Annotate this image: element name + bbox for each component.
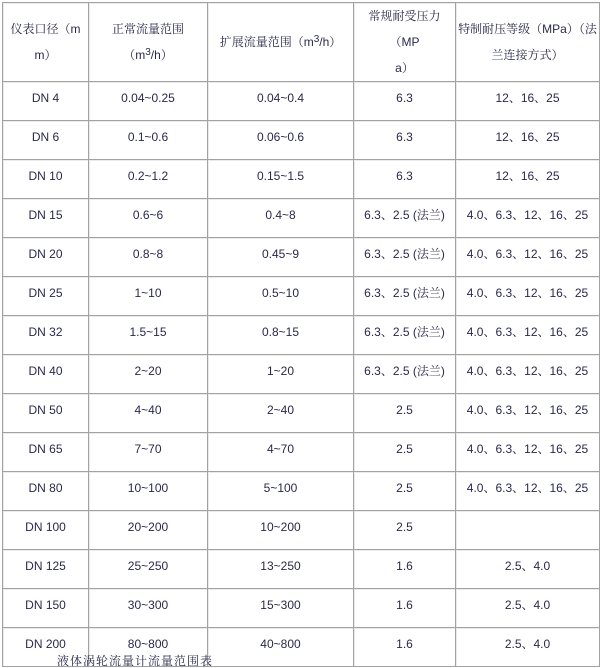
- header-row: [3, 3, 600, 82]
- cell-normal-flow-range: 2~20: [89, 355, 208, 394]
- table-row: [3, 355, 600, 394]
- cell-instrument-diameter: DN 65: [3, 433, 89, 472]
- cell-extended-flow-range: 13~250: [208, 550, 354, 589]
- cell-standard-pressure: 2.5: [354, 394, 456, 433]
- table-row: [3, 121, 600, 160]
- cell-extended-flow-range: 4~70: [208, 433, 354, 472]
- cell-special-pressure: 4.0、6.3、12、16、25: [456, 316, 600, 355]
- cell-normal-flow-range: 0.2~1.2: [89, 160, 208, 199]
- cell-normal-flow-range: 1~10: [89, 277, 208, 316]
- cell-instrument-diameter: DN 4: [3, 82, 89, 121]
- cell-normal-flow-range: 30~300: [89, 589, 208, 628]
- cell-extended-flow-range: 1~20: [208, 355, 354, 394]
- cell-normal-flow-range: 0.8~8: [89, 238, 208, 277]
- cell-standard-pressure: 6.3: [354, 82, 456, 121]
- cell-extended-flow-range: 0.4~8: [208, 199, 354, 238]
- cell-standard-pressure: 1.6: [354, 628, 456, 667]
- cell-normal-flow-range: 80~800: [89, 628, 208, 667]
- table-row: [3, 199, 600, 238]
- cell-special-pressure: 12、16、25: [456, 160, 600, 199]
- cell-normal-flow-range: 0.6~6: [89, 199, 208, 238]
- cell-special-pressure: 4.0、6.3、12、16、25: [456, 394, 600, 433]
- cell-standard-pressure: 6.3: [354, 160, 456, 199]
- table-row: [3, 472, 600, 511]
- cell-instrument-diameter: DN 80: [3, 472, 89, 511]
- cell-normal-flow-range: 4~40: [89, 394, 208, 433]
- cell-instrument-diameter: DN 6: [3, 121, 89, 160]
- cell-standard-pressure: 6.3、2.5 (法兰): [354, 277, 456, 316]
- table-row: [3, 82, 600, 121]
- cell-special-pressure: 12、16、25: [456, 82, 600, 121]
- cell-standard-pressure: 2.5: [354, 511, 456, 550]
- cell-standard-pressure: 2.5: [354, 433, 456, 472]
- table-row: [3, 511, 600, 550]
- cell-standard-pressure: 2.5: [354, 472, 456, 511]
- cell-instrument-diameter: DN 20: [3, 238, 89, 277]
- column-header-extended-flow-range: 扩展流量范围$(m^3/h)$: [208, 3, 354, 82]
- cell-special-pressure: [456, 511, 600, 550]
- table-header: [3, 3, 600, 82]
- cell-special-pressure: 4.0、6.3、12、16、25: [456, 277, 600, 316]
- cell-extended-flow-range: 10~200: [208, 511, 354, 550]
- cell-extended-flow-range: 0.06~0.6: [208, 121, 354, 160]
- cell-extended-flow-range: 0.8~15: [208, 316, 354, 355]
- cell-special-pressure: 4.0、6.3、12、16、25: [456, 238, 600, 277]
- cell-standard-pressure: 6.3、2.5 (法兰): [354, 355, 456, 394]
- cell-normal-flow-range: 10~100: [89, 472, 208, 511]
- cell-normal-flow-range: 1.5~15: [89, 316, 208, 355]
- cell-special-pressure: 4.0、6.3、12、16、25: [456, 433, 600, 472]
- flow-meter-spec-table: [2, 2, 600, 667]
- column-header-standard-pressure: 常规耐受压力（MP a）: [354, 3, 456, 82]
- cell-instrument-diameter: DN 125: [3, 550, 89, 589]
- cell-special-pressure: 4.0、6.3、12、16、25: [456, 472, 600, 511]
- cell-special-pressure: 2.5、4.0: [456, 589, 600, 628]
- table-row: [3, 589, 600, 628]
- cell-normal-flow-range: 20~200: [89, 511, 208, 550]
- cell-extended-flow-range: 0.04~0.4: [208, 82, 354, 121]
- cell-special-pressure: 4.0、6.3、12、16、25: [456, 199, 600, 238]
- cell-extended-flow-range: 5~100: [208, 472, 354, 511]
- table-row: [3, 433, 600, 472]
- cell-instrument-diameter: DN 200: [3, 628, 89, 667]
- table-row: [3, 550, 600, 589]
- cell-normal-flow-range: 25~250: [89, 550, 208, 589]
- cell-special-pressure: 12、16、25: [456, 121, 600, 160]
- cell-normal-flow-range: 0.1~0.6: [89, 121, 208, 160]
- cell-instrument-diameter: DN 25: [3, 277, 89, 316]
- table-row: [3, 238, 600, 277]
- cell-normal-flow-range: 0.04~0.25: [89, 82, 208, 121]
- column-header-normal-flow-range: 正常流量范围$(m^3/h)$: [89, 3, 208, 82]
- cell-special-pressure: 2.5、4.0: [456, 550, 600, 589]
- cell-instrument-diameter: DN 100: [3, 511, 89, 550]
- table-row: [3, 316, 600, 355]
- cell-instrument-diameter: DN 10: [3, 160, 89, 199]
- cell-extended-flow-range: 2~40: [208, 394, 354, 433]
- cell-instrument-diameter: DN 40: [3, 355, 89, 394]
- cell-extended-flow-range: 0.5~10: [208, 277, 354, 316]
- cell-standard-pressure: 6.3、2.5 (法兰): [354, 199, 456, 238]
- cell-normal-flow-range: 7~70: [89, 433, 208, 472]
- cell-extended-flow-range: 15~300: [208, 589, 354, 628]
- cell-special-pressure: 2.5、4.0: [456, 628, 600, 667]
- table-body: [3, 82, 600, 667]
- cell-standard-pressure: 1.6: [354, 589, 456, 628]
- table-row: [3, 394, 600, 433]
- cell-instrument-diameter: DN 32: [3, 316, 89, 355]
- table-row: [3, 277, 600, 316]
- cell-standard-pressure: 1.6: [354, 550, 456, 589]
- cell-standard-pressure: 6.3、2.5 (法兰): [354, 316, 456, 355]
- cell-special-pressure: 4.0、6.3、12、16、25: [456, 355, 600, 394]
- cell-standard-pressure: 6.3、2.5 (法兰): [354, 238, 456, 277]
- cell-extended-flow-range: 0.15~1.5: [208, 160, 354, 199]
- cell-extended-flow-range: 40~800: [208, 628, 354, 667]
- column-header-instrument-diameter: 仪表口径（m m）: [3, 3, 89, 82]
- cell-instrument-diameter: DN 50: [3, 394, 89, 433]
- cell-instrument-diameter: DN 150: [3, 589, 89, 628]
- truncated-caption: [57, 654, 357, 660]
- cell-standard-pressure: 6.3: [354, 121, 456, 160]
- table-row: [3, 160, 600, 199]
- cell-extended-flow-range: 0.45~9: [208, 238, 354, 277]
- column-header-special-pressure: 特制耐压等级（MPa）（法 兰连接方式）: [456, 3, 600, 82]
- cell-instrument-diameter: DN 15: [3, 199, 89, 238]
